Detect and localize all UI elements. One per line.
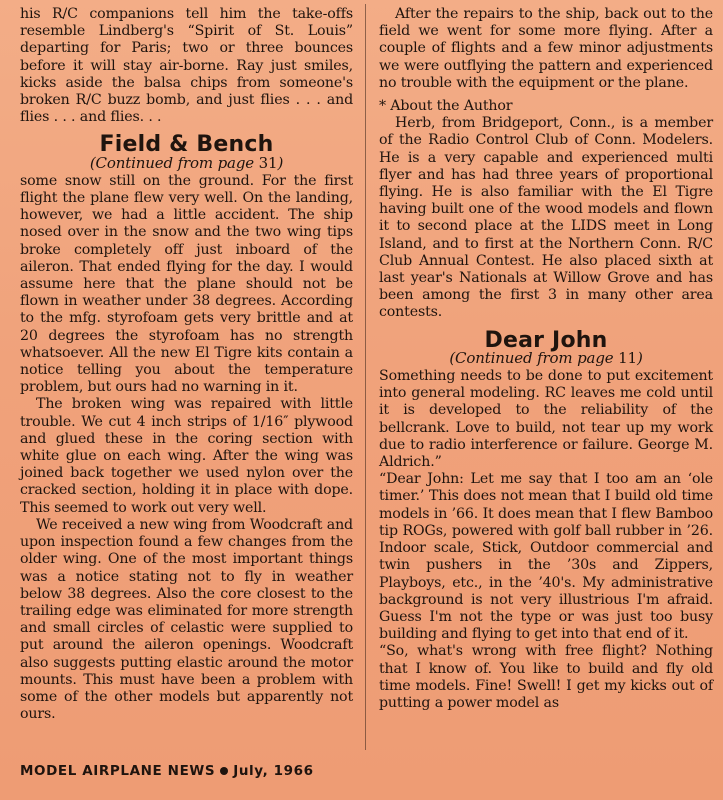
- intro-paragraph: his R/C companions tell him the take-offs resemble Lindberg's “Spirit of St. Louis” departing for Paris; two or three bounces before it will stay air-borne. Ray just smiles, kicks aside the balsa chips from someone's broken R/C buzz bomb, and just flies . . . and flies . . . and flies. . .: [20, 6, 353, 126]
- dear-john-paragraph-2: “Dear John: Let me say that I too am an ‘ole timer.’ This does not mean that I build old time models in ’66. It does mean that I flew Bamboo tip ROGs, powered with golf ball rubber in ’26. Indoor scale, Stick, Outdoor commercial and twin pushers in the ’30s and Zippers, Playboys, etc., in the ’40's. My administrative background is not very illustrious I'm afraid. Guess I'm not the type or was just too busy building and flying to get into that end of it.: [379, 471, 713, 643]
- issue-date: July, 1966: [233, 763, 314, 779]
- dear-john-paragraph-1: Something needs to be done to put excitement into general modeling. RC leaves me cold until it is developed to the reliability of the bellcrank. Love to build, not tear up my work due to radio interference or failure. George M. Aldrich.”: [379, 368, 713, 471]
- field-bench-paragraph-1: some snow still on the ground. For the first flight the plane flew very well. On the landing, however, we had a little accident. The ship nosed over in the snow and the two wing tips broke completely off just inboard of the aileron. That ended flying for the day. I would assume here that the plane should not be flown in weather under 38 degrees. According to the mfg. styrofoam gets very brittle and at 20 degrees the styrofoam has no strength whatsoever. All the new El Tigre kits contain a notice telling you about the temperature problem, but ours had no warning in it.: [20, 172, 353, 396]
- continued-prefix: (Continued from page: [89, 153, 255, 172]
- field-bench-paragraph-3: We received a new wing from Woodcraft and upon inspection found a few changes from the older wing. One of the most important things was a notice stating not to fly in weather below 38 degrees. Also the core closest to the trailing edge was eliminated for more strength and small circles of celastic were supplied to put around the aileron openings. Woodcraft also suggests putting elastic around the motor mounts. This must have been a problem with some of the other models but apparently not ours.: [20, 516, 353, 723]
- continued-page: 11: [618, 348, 637, 367]
- repairs-paragraph: After the repairs to the ship, back out to the field we went for some more flying. After a couple of flights and a few minor adjustments we were outflying the pattern and experienced no trouble with the equipment or the plane.: [379, 6, 713, 91]
- about-author-paragraph: Herb, from Bridgeport, Conn., is a member of the Radio Control Club of Conn. Modelers. He is a very capable and experienced multi flyer and has had three years of proportional flying. He is also familiar with the El Tigre having built one of the wood models and flown it to second place at the LIDS meet in Long Island, and to first at the Northern Conn. R/C Club Annual Contest. He also placed sixth at last year's Nationals at Willow Grove and has been among the first 3 in many other area contests.: [379, 115, 713, 321]
- field-bench-heading: Field & Bench: [99, 132, 274, 158]
- about-author-title: * About the Author: [379, 98, 513, 115]
- right-column: [379, 6, 713, 712]
- bullet-icon: [220, 767, 228, 775]
- dear-john-heading: Dear John: [484, 327, 608, 353]
- dear-john-continued-note: [379, 350, 713, 367]
- continued-page: 31: [258, 153, 278, 172]
- column-divider: [365, 4, 366, 750]
- page-footer: [20, 763, 314, 779]
- left-column: [20, 6, 353, 723]
- continued-prefix: (Continued from page: [449, 348, 614, 367]
- field-bench-paragraph-2: The broken wing was repaired with little trouble. We cut 4 inch strips of 1/16″ plywood and glued these in the coring section with white glue on each wing. After the wing was joined back together we used nylon over the cracked section, holding it in place with dope. This seemed to work out very well.: [20, 396, 353, 516]
- continued-suffix: ): [277, 153, 284, 172]
- magazine-name: MODEL AIRPLANE NEWS: [20, 763, 216, 779]
- field-bench-continued-note: [20, 155, 353, 172]
- continued-suffix: ): [636, 348, 643, 367]
- dear-john-paragraph-3: “So, what's wrong with free flight? Nothing that I know of. You like to build and fly old time models. Fine! Swell! I get my kicks out of putting a power model as: [379, 643, 713, 711]
